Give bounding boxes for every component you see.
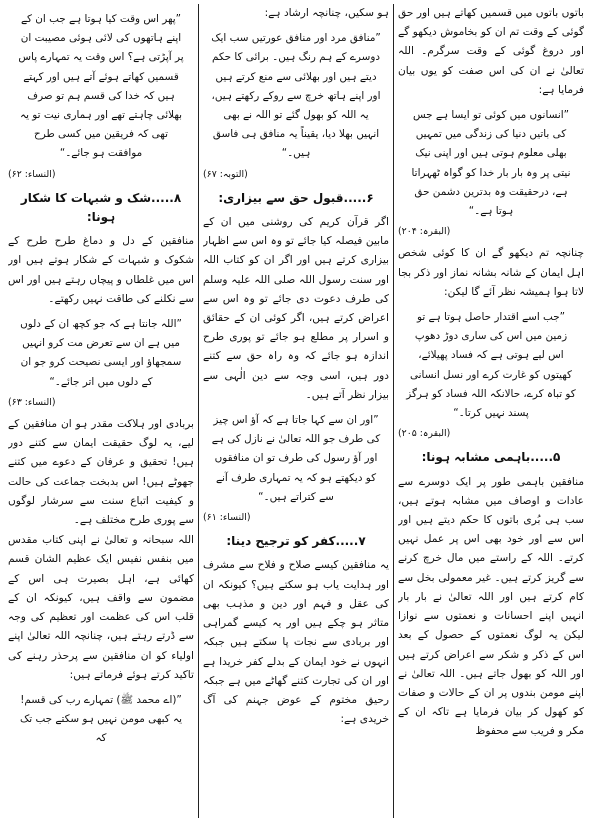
column-divider-left xyxy=(198,4,199,818)
citation: (النساء: ۶۳) xyxy=(8,396,56,408)
paragraph: اگر قرآن کریم کی روشنی میں ان کے مابین فیصلہ کیا جائے تو وہ اس سے اظہار بیزاری کرتے ہیں اور اگر ان کو کتاب اللہ اور سنت رسول اللہ صلی اللہ علیہ وسلم کی طرف دعوت دی جائے تو وہ اس سے اعراض کرتے ہیں، اگر کوئی ان کے حقائق و اسرار پر مطلع ہو جائے تو پوری طرح اندازہ ہو جائے کہ وہ راہ حق سے کتنے دور ہیں، اسی وجہ سے دین الٰہی سے بیزار نظر آتے ہیں۔ xyxy=(203,216,389,401)
citation: (البقرہ: ۲۰۴) xyxy=(398,226,451,238)
quotation: ”(اے محمد ﷺ) تمہارے رب کی قسم! یہ کبھی مومن نہیں ہو سکتے جب تک کہ xyxy=(19,693,182,745)
quotation: ”اللہ جانتا ہے کہ جو کچھ ان کے دلوں میں ہے ان سے تعرض مت کرو انہیں سمجھاؤ اور ایسی نصیحت کرو جو ان کے دلوں میں اتر جائے۔“ xyxy=(20,318,182,388)
citation: (التوبہ: ۶۷) xyxy=(203,168,248,180)
citation: (النساء: ۶۱) xyxy=(203,512,251,524)
column-divider-right xyxy=(393,4,394,818)
paragraph: ہو سکیں، چنانچہ ارشاد ہے: xyxy=(264,7,389,19)
section-heading: ۶.....قبول حق سے بیزاری: xyxy=(218,190,374,205)
paragraph: منافقین کے دل و دماغ طرح طرح کے شکوک و شبہات کے شکار ہوتے ہیں اور اس میں غلطاں و پیچاں رہتے ہیں اور اس سے نکلنے کی طاقت نہیں رکھتے۔ xyxy=(8,235,194,305)
paragraph: منافقین باہمی طور پر ایک دوسرے سے عادات و اوصاف میں مشابہ ہوتے ہیں، سب ہی بُری باتوں کا حکم دیتے ہیں اور اس سے اور خود بھی اس پر عمل نہیں کرتے۔ اللہ کے راستے میں مال خرچ کرنے سے گریز کرتے ہیں۔ غیر معمولی بخل سے کام کرتے ہیں اور اللہ تعالیٰ نے بار بار انہیں اپنے احسانات و نعمتوں سے نوازا لیکن یہ لوگ نعمتوں کے حصول کے بعد اس کے ذکر و شکر سے اعراض کرتے ہیں اور اللہ کو بھول جاتے ہیں۔ اللہ تعالیٰ نے اپنے مومن بندوں پر ان کے حالات و صفات کو کھول کر بیان فرمایا ہے تاکہ ان کے مکر و فریب سے محفوظ xyxy=(398,475,584,738)
paragraph: باتوں باتوں میں قسمیں کھاتے ہیں اور حق گوئی کے وقت تم ان کو بخاموش دیکھو گے اور دروغ گوئی کے وقت سرگرم۔ اللہ تعالیٰ نے ان کی اس صفت کو یوں بیان فرمایا ہے: xyxy=(398,7,584,96)
quotation: ”انسانوں میں کوئی تو ایسا ہے جس کی باتیں دنیا کی زندگی میں تمہیں بھلی معلوم ہوتی ہیں اور اپنی نیک نیتی پر وہ بار بار خدا کو گواہ ٹھہراتا ہے، درحقیقت وہ بدترین دشمن حق ہوتا ہے۔“ xyxy=(411,109,571,218)
section-heading: ۷.....کفر کو ترجیح دینا: xyxy=(226,534,366,549)
section-heading: ۵.....باہمی مشابہ ہونا: xyxy=(421,450,561,465)
paragraph: چنانچہ تم دیکھو گے ان کا کوئی شخص اہل ایمان کے شانہ بشانہ نماز اور ذکر بجا لاتا ہوا ہمیشہ نظر آئے گا لیکن: xyxy=(398,247,584,298)
column-middle xyxy=(203,4,389,818)
paragraph: اللہ سبحانہ و تعالیٰ نے اپنی کتاب مقدس میں بنفس نفیس ایک عظیم الشان قسم کھائی ہے، اہل بصیرت ہی اس کے مضمون سے واقف ہیں، کیونکہ ان کے قلب اس کی عظمت اور تعظیم کی وجہ سے ڈرتے رہتے ہیں، چنانچہ اللہ تعالیٰ اپنے اولیاء کو ان منافقین سے پرحذر رہنے کی تاکید کرتے ہوئے فرماتے ہیں: xyxy=(8,534,194,681)
quotation: ”جب اسے اقتدار حاصل ہوتا ہے تو زمین میں اس کی ساری دوڑ دھوپ اس لیے ہوتی ہے کہ فساد پھیلائے، کھیتوں کو غارت کرے اور نسل انسانی کو تباہ کرے، حالانکہ اللہ فساد کو ہرگز پسند نہیں کرتا۔“ xyxy=(406,311,576,420)
section-heading: ۸.....شک و شبہات کا شکار ہونا: xyxy=(20,190,182,225)
paragraph: یہ منافقین کیسے صلاح و فلاح سے مشرف اور ہدایت یاب ہو سکتے ہیں؟ کیونکہ ان کی عقل و فہم اور دین و مذہب بھی متاثر ہو چکے ہیں اور یہ کیسے گمراہی اور بربادی سے نجات پا سکتے ہیں جبکہ انہوں نے خود ایمان کے بدلے کفر خریدا ہے اور ان کی تجارت کتنے گھاٹے میں ہے جبکہ رحیق مختوم کے عوض جہنم کی آگ خریدی ہے: xyxy=(203,559,389,726)
quotation: ”منافق مرد اور منافق عورتیں سب ایک دوسرے کے ہم رنگ ہیں۔ برائی کا حکم دیتے ہیں اور بھلائی سے منع کرتے ہیں اور اپنے ہاتھ خرچ سے روکے رکھتے ہیں، یہ اللہ کو بھول گئے تو اللہ نے بھی انہیں بھلا دیا، یقیناً یہ منافق ہی فاسق ہیں۔“ xyxy=(211,32,381,160)
quotation: ”اور ان سے کہا جاتا ہے کہ آؤ اس چیز کی طرف جو اللہ تعالیٰ نے نازل کی ہے اور آؤ رسول کی طرف تو ان منافقوں کو دیکھتے ہو کہ یہ تمہاری طرف آنے سے کتراتے ہیں۔“ xyxy=(211,414,381,503)
paragraph: بربادی اور ہلاکت مقدر ہو ان منافقین کے لیے، یہ لوگ حقیقت ایمان سے کتنے دور ہیں! تحقیق و عرفان کے دعوے میں کتنے جھوٹے ہیں! اس بدبخت جماعت کی حالت و کیفیت اتباع سنت سے سرشار لوگوں سے پوری طرح مختلف ہے۔ xyxy=(8,418,194,527)
citation: (البقرہ: ۲۰۵) xyxy=(398,428,451,440)
column-left xyxy=(8,4,194,818)
citation: (النساء: ۶۲) xyxy=(8,168,56,180)
column-right xyxy=(398,4,584,818)
book-page xyxy=(6,4,584,818)
quotation: ”پھر اس وقت کیا ہوتا ہے جب ان کے اپنے ہاتھوں کی لائی ہوئی مصیبت ان پر آپڑتی ہے؟ اس وقت یہ تمہارے پاس قسمیں کھاتے ہوئے آتے ہیں اور کہتے ہیں کہ خدا کی قسم ہم تو صرف بھلائی چاہتے تھے اور ہماری نیت تو یہ تھی کہ فریقین میں کسی طرح موافقت ہو جائے۔“ xyxy=(18,13,184,160)
